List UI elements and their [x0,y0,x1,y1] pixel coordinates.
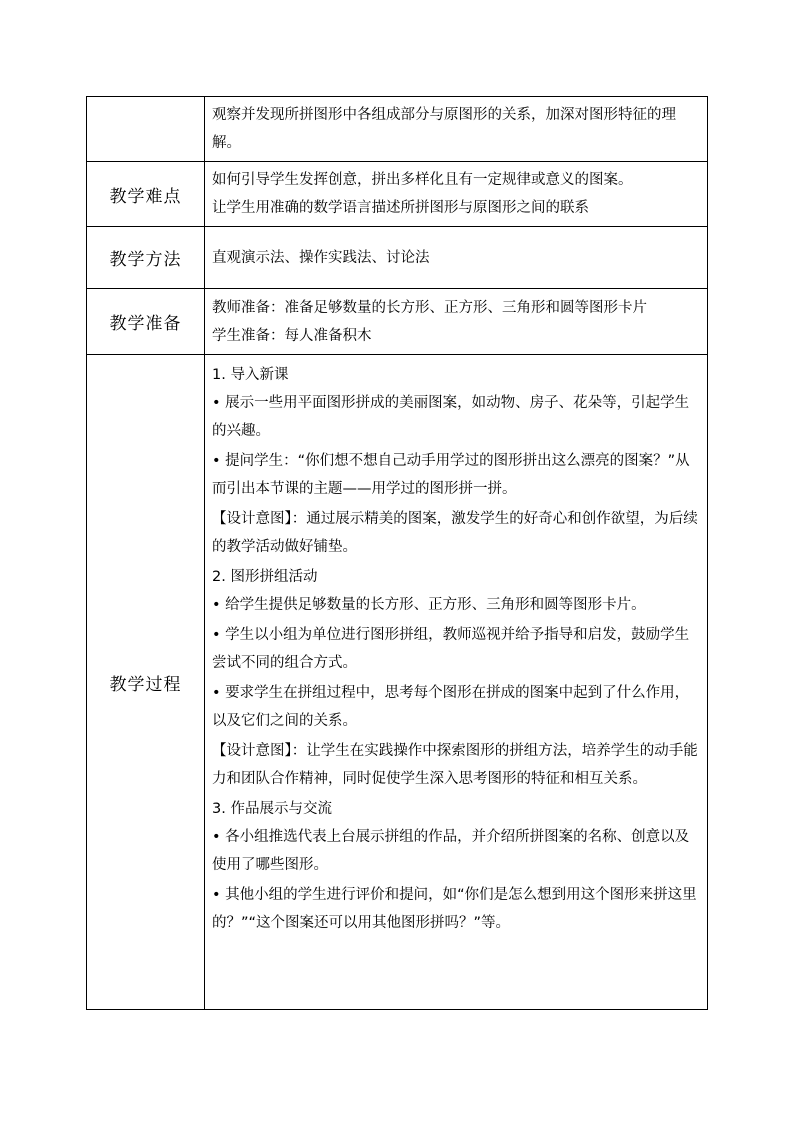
process-bullet: • 要求学生在拼组过程中，思考每个图形在拼成的图案中起到了什么作用，以及它们之间的关系。 [212,685,690,729]
difficulty-content-cell [205,162,708,227]
design-intent: 【设计意图】：让学生在实践操作中探索图形的拼组方法，培养学生的动手能力和团队合作精神，同时促使学生深入思考图形的特征和相互关系。 [212,743,698,787]
preparation-line: 学生准备：每人准备积木 [212,327,372,344]
difficulty-line: 如何引导学生发挥创意，拼出多样化且有一定规律或意义的图案。 [212,172,633,188]
preparation-line: 教师准备：准备足够数量的长方形、正方形、三角形和圆等图形卡片 [212,299,647,316]
process-bullet: • 其他小组的学生进行评价和提问，如“你们是怎么想到用这个图形来拼这里的？”“这个图案还可以用其他图形拼吗？”等。 [212,887,697,931]
process-content-cell [205,355,708,1010]
table-row-difficulty [87,162,708,227]
focus-label-cell [87,97,205,162]
section-heading: 2. 图形拼组活动 [212,569,318,585]
method-label: 教学方法 [87,227,205,289]
preparation-content-cell [205,289,708,355]
section-heading: 3. 作品展示与交流 [212,801,332,817]
focus-text: 观察并发现所拼图形中各组成部分与原图形的关系，加深对图形特征的理解。 [212,107,676,151]
process-bullet: • 各小组推选代表上台展示拼组的作品，并介绍所拼图案的名称、创意以及使用了哪些图形。 [212,829,690,873]
table-row-preparation [87,289,708,355]
difficulty-line: 让学生用准确的数学语言描述所拼图形与原图形之间的联系 [212,200,589,216]
process-bullet: • 提问学生：“你们想不想自己动手用学过的图形拼出这么漂亮的图案？”从而引出本节课的主题——用学过的图形拼一拼。 [212,453,690,497]
process-bullet: • 学生以小组为单位进行图形拼组，教师巡视并给予指导和启发，鼓励学生尝试不同的组合方式。 [212,627,690,671]
process-bullet: • 展示一些用平面图形拼成的美丽图案，如动物、房子、花朵等，引起学生的兴趣。 [212,395,690,439]
table-row-focus [87,97,708,162]
method-text: 直观演示法、操作实践法、讨论法 [212,249,430,266]
difficulty-label: 教学难点 [87,162,205,227]
preparation-label: 教学准备 [87,289,205,355]
section-heading: 1. 导入新课 [212,367,289,383]
focus-content-cell [205,97,708,162]
process-label: 教学过程 [87,355,205,1010]
process-bullet: • 给学生提供足够数量的长方形、正方形、三角形和圆等图形卡片。 [212,597,646,613]
table-row-method [87,227,708,289]
lesson-plan-table [86,96,708,1010]
design-intent: 【设计意图】：通过展示精美的图案，激发学生的好奇心和创作欲望，为后续的教学活动做好铺垫。 [212,511,698,555]
method-content-cell [205,227,708,289]
table-row-process [87,355,708,1010]
